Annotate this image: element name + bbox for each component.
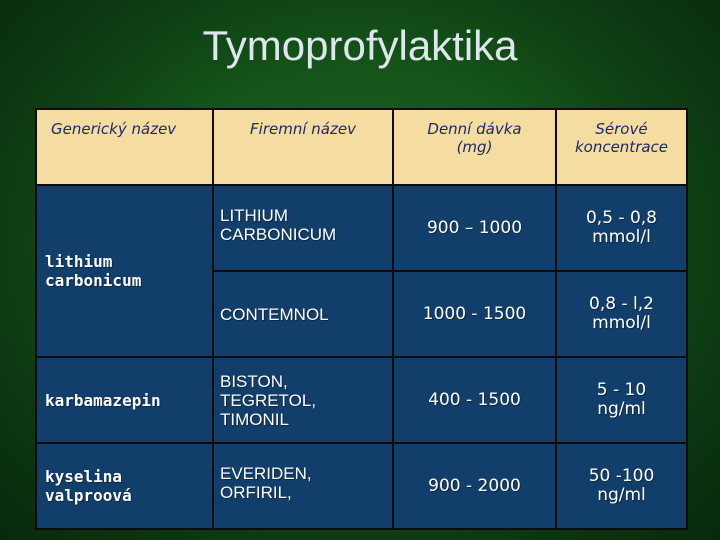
table-header-row — [36, 109, 687, 185]
cell-generic-valproic-acid: kyselina valproová — [36, 443, 213, 529]
cell-dose-lithium: 900 – 1000 — [393, 185, 556, 271]
header-generic-name: Generický název — [36, 109, 213, 185]
cell-brand-karbamazepin: BISTON, TEGRETOL, TIMONIL — [213, 357, 393, 443]
cell-dose-contemnol: 1000 - 1500 — [393, 271, 556, 357]
cell-dose-valproic-acid: 900 - 2000 — [393, 443, 556, 529]
header-daily-dose: Denní dávka (mg) — [393, 109, 556, 185]
drug-table — [35, 108, 688, 530]
header-serum-concentration: Sérové koncentrace — [556, 109, 687, 185]
cell-brand-contemnol: CONTEMNOL — [213, 271, 393, 357]
cell-generic-karbamazepin: karbamazepin — [36, 357, 213, 443]
table-row — [36, 185, 687, 271]
cell-brand-valproic-acid: EVERIDEN, ORFIRIL, — [213, 443, 393, 529]
cell-brand-lithium: LITHIUM CARBONICUM — [213, 185, 393, 271]
cell-generic-lithium: lithium carbonicum — [36, 185, 213, 357]
cell-dose-karbamazepin: 400 - 1500 — [393, 357, 556, 443]
cell-serum-lithium: 0,5 - 0,8 mmol/l — [556, 185, 687, 271]
cell-serum-karbamazepin: 5 - 10 ng/ml — [556, 357, 687, 443]
table-row — [36, 443, 687, 529]
cell-serum-valproic-acid: 50 -100 ng/ml — [556, 443, 687, 529]
cell-serum-contemnol: 0,8 - l,2 mmol/l — [556, 271, 687, 357]
header-brand-name: Firemní název — [213, 109, 393, 185]
table-row — [36, 357, 687, 443]
page-title: Tymoprofylaktika — [202, 22, 518, 69]
